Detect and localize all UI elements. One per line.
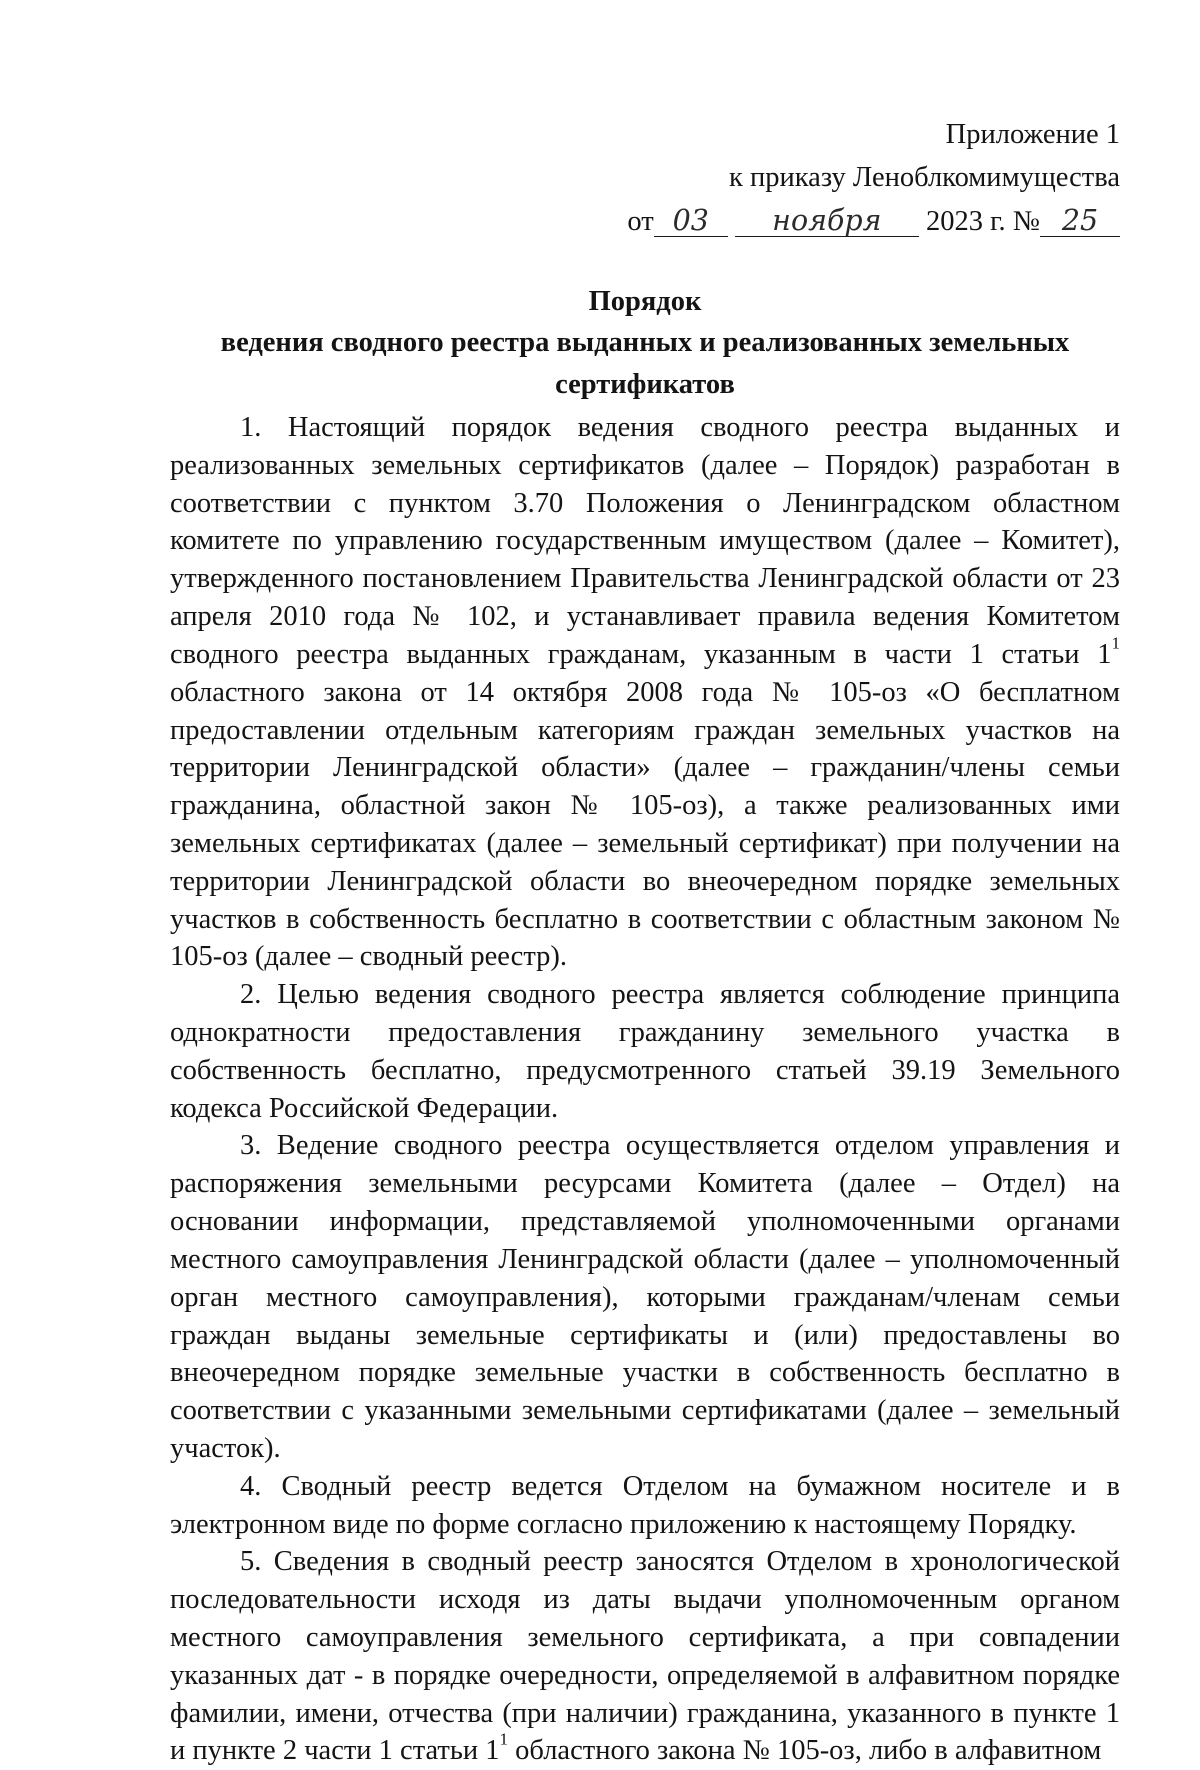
order-reference: к приказу Леноблкомимущества — [729, 162, 1120, 194]
appendix-header — [627, 113, 1120, 243]
appendix-label: Приложение 1 — [945, 119, 1120, 150]
order-date-line — [627, 200, 1120, 243]
paragraph-5-text-b: областного закона № 105-оз, либо в алфавитном — [508, 1735, 1102, 1767]
title-line-3: сертификатов — [555, 368, 735, 400]
title-line-2: ведения сводного реестра выданных и реализованных земельных — [220, 327, 1070, 359]
document-title — [170, 281, 1120, 405]
paragraph-5-superscript: 1 — [499, 1729, 509, 1749]
date-from-label: от — [627, 205, 654, 237]
paragraph-1-superscript: 1 — [1111, 633, 1120, 653]
paragraph-5-text-a: 5. Сведения в сводный реестр заносятся Отделом в хронологической последовательности исходя из даты выдачи уполномоченным органом местного самоуправления земельного сертификата, а при совпадении указанных дат - в порядке очередности, определяемой в алфавитном порядке фамилии, имени, отчества (при наличии) гражданина, указанного в пункте 1 и пункте 2 части 1 статьи 1 — [170, 1546, 1120, 1767]
paragraph-2: 2. Целью ведения сводного реестра является соблюдение принципа однократности предоставления гражданину земельного участка в собственность бесплатно, предусмотренного статьей 39.19 Земельного кодекса Российской Федерации. — [170, 979, 1120, 1124]
paragraph-1-text-a: 1. Настоящий порядок ведения сводного реестра выданных и реализованных земельных сертификатов (далее – Порядок) разработан в соответствии с пунктом 3.70 Положения о Ленинградском областном комитете по управлению государственным имуществом (далее – Комитет), утвержденного постановлением Правительства Ленинградской области от 23 апреля 2010 года № 102, и устанавливает правила ведения Комитетом сводного реестра выданных гражданам, указанным в части 1 статьи 1 — [170, 412, 1120, 670]
paragraph-1 — [170, 409, 1120, 976]
date-year-text: 2023 г. № — [925, 205, 1040, 237]
handwritten-order-number: 25 — [1040, 205, 1120, 237]
paragraph-1-text-b: областного закона от 14 октября 2008 года № 105-оз «О бесплатном предоставлении отдельным категориям граждан земельных участков на территории Ленинградской области» (далее – гражданин/члены семьи гражданина, областной закон № 105-оз), а также реализованных ими земельных сертификатах (далее – земельный сертификат) при получении на территории Ленинградской области во внеочередном порядке земельных участков в собственность бесплатно в соответствии с областным законом № 105-оз (далее – сводный реестр). — [170, 676, 1120, 973]
document-body — [170, 409, 1120, 1770]
paragraph-4: 4. Сводный реестр ведется Отделом на бумажном носителе и в электронном виде по форме согласно приложению к настоящему Порядку. — [170, 1470, 1120, 1540]
handwritten-date-day: 03 — [654, 205, 728, 237]
paragraph-5 — [170, 1543, 1120, 1770]
title-line-1: Порядок — [588, 286, 702, 317]
handwritten-date-month: ноября — [735, 205, 919, 237]
paragraph-3: 3. Ведение сводного реестра осуществляется отделом управления и распоряжения земельными ресурсами Комитета (далее – Отдел) на основании информации, представляемой уполномоченными органами местного самоуправления Ленинградской области (далее – уполномоченный орган местного самоуправления), которыми гражданам/членам семьи граждан выданы земельные сертификаты и (или) предоставлены во внеочередном порядке земельные участки в собственность бесплатно в соответствии с указанными земельными сертификатами (далее – земельный участок). — [170, 1130, 1120, 1464]
